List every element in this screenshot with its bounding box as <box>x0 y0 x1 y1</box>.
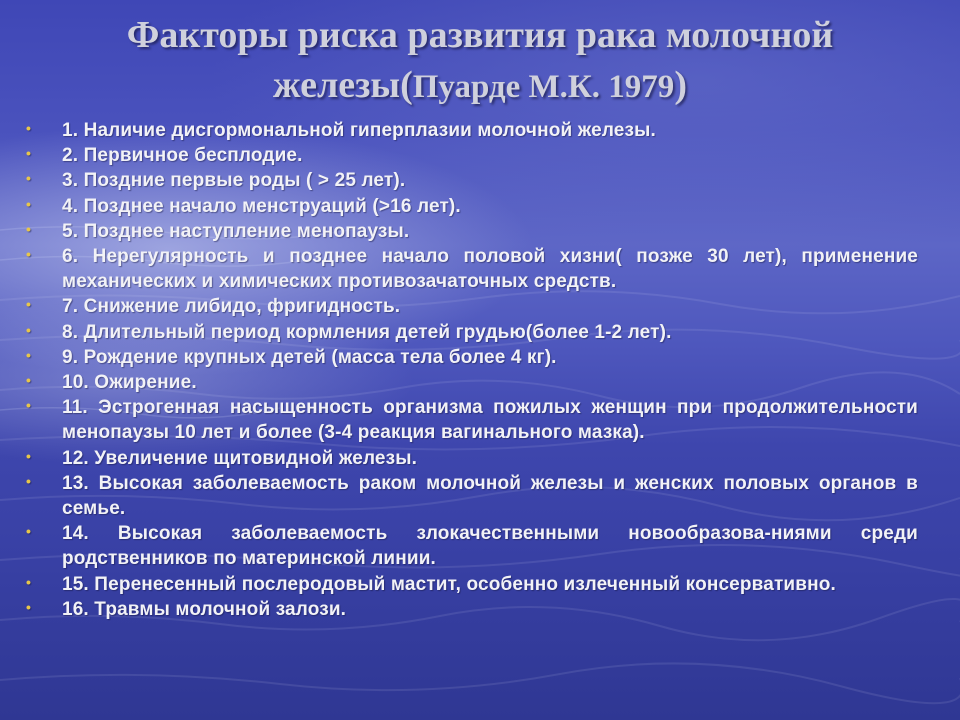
list-item-text: 3. Поздние первые роды ( > 25 лет). <box>62 170 406 192</box>
list-item <box>26 471 918 521</box>
list-item <box>26 320 918 345</box>
bullet-icon: • <box>26 372 32 389</box>
list-item-text: 6. Нерегулярность и позднее начало половой хизни( позже 30 лет), применение механических и химических противозачаточных средств. <box>62 246 918 293</box>
list-item <box>26 395 918 445</box>
list-item-text: 5. Позднее наступление менопаузы. <box>62 220 410 242</box>
bullet-icon: • <box>26 120 32 136</box>
bullet-icon: • <box>26 346 32 363</box>
list-item <box>26 143 918 168</box>
list-item-text: 12. Увеличение щитовидной железы. <box>62 447 418 469</box>
bullet-icon: • <box>26 573 32 590</box>
list-item <box>26 370 918 395</box>
title-paren-close: ) <box>674 64 687 106</box>
list-item <box>26 294 918 319</box>
list-item <box>26 446 918 471</box>
list-item-text: 4. Позднее начало менструаций (>16 лет). <box>62 195 461 217</box>
list-item-text: 7. Снижение либидо, фригидность. <box>62 296 401 318</box>
list-item-text: 9. Рождение крупных детей (масса тела более 4 кг). <box>62 346 557 368</box>
list-item <box>26 219 918 244</box>
list-item <box>26 572 918 597</box>
bullet-icon: • <box>26 321 32 338</box>
list-item-text: 2. Первичное бесплодие. <box>62 145 303 167</box>
list-item <box>26 244 918 294</box>
title-paren-open: ( <box>400 64 413 106</box>
bullet-icon: • <box>26 296 32 313</box>
bullet-icon: • <box>26 397 32 414</box>
list-item-text: 16. Травмы молочной залози. <box>62 598 347 620</box>
risk-factors-list <box>26 118 918 622</box>
list-item <box>26 521 918 571</box>
list-item <box>26 345 918 370</box>
bullet-icon: • <box>26 170 32 187</box>
list-item <box>26 597 918 622</box>
bullet-icon: • <box>26 246 32 263</box>
bullet-icon: • <box>26 145 32 162</box>
list-item <box>26 194 918 219</box>
list-item-text: 14. Высокая заболеваемость злокачественными новообразова-ниями среди родственников по материнской линии. <box>62 523 918 570</box>
bullet-icon: • <box>26 195 32 212</box>
list-item-text: 11. Эстрогенная насыщенность организма пожилых женщин при продолжительности менопаузы 10 лет и более (3-4 реакция вагинального мазка). <box>62 397 918 444</box>
list-item-text: 13. Высокая заболеваемость раком молочной железы и женских половых органов в семье. <box>62 472 918 520</box>
list-item-text: 1. Наличие дисгормональной гиперплазии молочной железы. <box>62 120 656 141</box>
list-item <box>26 118 918 143</box>
bullet-icon: • <box>26 472 32 489</box>
slide-title <box>40 10 920 112</box>
bullet-icon: • <box>26 598 32 615</box>
list-item-text: 10. Ожирение. <box>62 372 197 394</box>
title-author: Пуарде М.К. 1979 <box>412 69 675 105</box>
title-main: Факторы риска развития рака молочной железы <box>126 14 834 106</box>
bullet-icon: • <box>26 220 32 237</box>
list-item-text: 8. Длительный период кормления детей грудью(более 1-2 лет). <box>62 321 672 343</box>
bullet-icon: • <box>26 447 32 464</box>
list-item-text: 15. Перенесенный послеродовый мастит, особенно излеченный консервативно. <box>62 573 836 595</box>
list-item <box>26 168 918 193</box>
bullet-icon: • <box>26 523 32 540</box>
